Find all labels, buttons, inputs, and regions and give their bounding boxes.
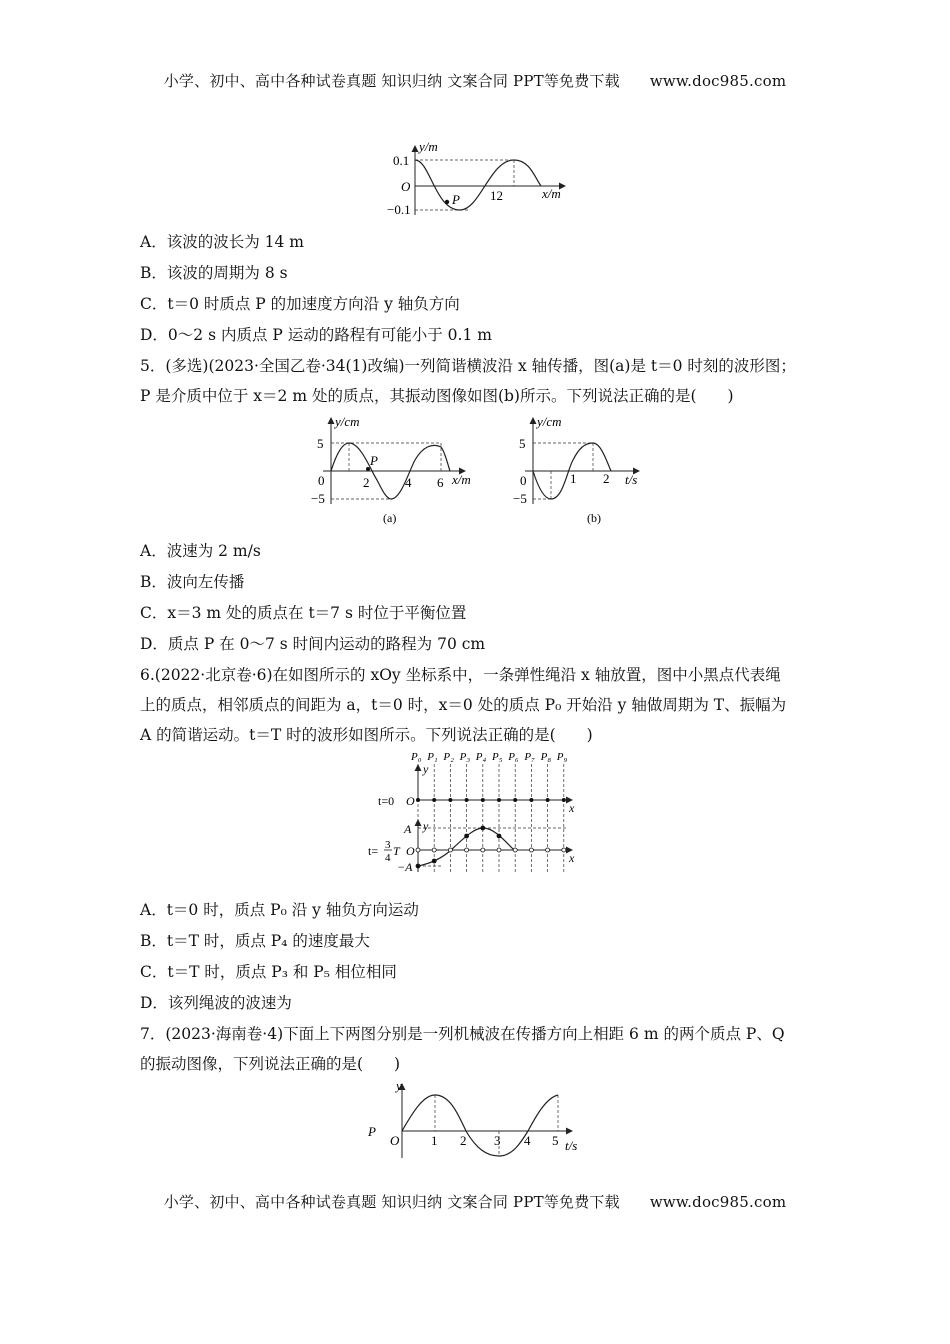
q4-point-p: P — [452, 192, 460, 207]
q6-row2-negamp: −A — [397, 860, 413, 874]
q6-row2-frac-den: 4 — [385, 852, 391, 864]
q5a-tick-0: 0 — [318, 473, 325, 488]
q4-option-c: C．t＝0 时质点 P 的加速度方向沿 y 轴负方向 — [140, 295, 460, 313]
footer-url: www.doc985.com — [649, 1193, 787, 1211]
q6-row2-particle — [465, 834, 469, 838]
q6-row2-frac-t: T — [393, 844, 400, 858]
q4-option-d: D．0～2 s 内质点 P 运动的路程有可能小于 0.1 m — [140, 326, 492, 344]
q6-point-label: P₅ — [492, 751, 503, 763]
page-header — [0, 70, 950, 91]
q6-row2-xlabel: x — [569, 851, 575, 865]
q5a-ylabel: y/cm — [335, 414, 360, 429]
q6-point-label: P₆ — [508, 751, 519, 763]
q7-xlabel: t/s — [565, 1138, 578, 1153]
q6-row2-particle — [562, 848, 566, 852]
q5-stem-line1: 5．(多选)(2023·全国乙卷·34(1)改编)一列简谐横波沿 x 轴传播，图(a)是 t＝0 时刻的波形图； — [140, 357, 796, 375]
q6-point-label: P₈ — [540, 751, 552, 763]
q6-row2-particle — [448, 848, 452, 852]
q6-row1-particle — [546, 798, 550, 802]
q5a-tick-6: 6 — [437, 475, 444, 490]
q6-row1-particle — [432, 798, 436, 802]
q6-stem-line1: 6.(2022·北京卷·6)在如图所示的 xOy 坐标系中，一条弹性绳沿 x 轴放置，图中小黑点代表绳 — [140, 666, 781, 684]
q6-row1-particle — [497, 798, 501, 802]
q7-tick-4: 4 — [524, 1133, 531, 1148]
q6-option-a: A．t＝0 时，质点 P₀ 沿 y 轴负方向运动 — [140, 901, 419, 919]
q6-row2-particle — [416, 864, 420, 868]
q7-stem-line1: 7．(2023·海南卷·4)下面上下两图分别是一列机械波在传播方向上相距 6 m 的两个质点 P、Q — [140, 1025, 785, 1043]
q7-vibration-figure — [362, 1078, 592, 1158]
q4-tick-origin: O — [401, 179, 411, 194]
q5a-caption: (a) — [383, 511, 397, 525]
q7-tick-5: 5 — [552, 1133, 559, 1148]
q4-tick-01: 0.1 — [393, 153, 410, 168]
q6-point-label: P₉ — [556, 751, 568, 763]
q4-tick-neg01: −0.1 — [387, 202, 411, 217]
q6-row2-frac-num: 3 — [385, 839, 391, 851]
q7-stem-line2: 的振动图像，下列说法正确的是( ) — [140, 1055, 401, 1073]
q6-row1-particle — [416, 798, 420, 802]
q7-tick-1: 1 — [431, 1133, 438, 1148]
q6-row2-particle — [481, 826, 485, 830]
q6-row2-equilibrium-marker — [432, 848, 436, 852]
q4-wave-figure — [385, 138, 585, 220]
q6-option-d: D．该列绳波的波速为 — [140, 994, 292, 1012]
q6-row2-particle — [546, 848, 550, 852]
q6-row2-equilibrium-marker — [416, 848, 420, 852]
q5a-tick-2: 2 — [363, 475, 370, 490]
q6-row1-particle — [481, 798, 485, 802]
q6-point-label: P₂ — [443, 751, 454, 763]
q6-row1-particle — [529, 798, 533, 802]
q6-row1-xlabel: x — [569, 801, 575, 815]
q5b-caption: (b) — [587, 511, 601, 525]
q6-row2-particle — [432, 859, 436, 863]
q5-stem-line2: P 是介质中位于 x＝2 m 处的质点，其振动图像如图(b)所示。下列说法正确的是( ) — [140, 387, 734, 405]
q6-rope-figure — [366, 750, 588, 880]
q6-point-label: P₃ — [459, 751, 471, 763]
q5a-point-p: P — [370, 453, 378, 468]
q5b-xlabel: t/s — [625, 472, 638, 487]
q4-ylabel: y/m — [419, 139, 438, 154]
q4-option-b: B．该波的周期为 8 s — [140, 264, 288, 282]
q6-row2-origin: O — [406, 844, 415, 858]
q6-row2-time: t= — [368, 844, 379, 858]
q6-row1-particle — [513, 798, 517, 802]
q6-row1-particle — [465, 798, 469, 802]
q5b-tick-1: 1 — [570, 471, 577, 486]
q6-row1-ylabel: y — [423, 762, 429, 776]
q5-option-b: B．波向左传播 — [140, 573, 245, 591]
q6-stem-line2: 上的质点，相邻质点的间距为 a，t＝0 时，x＝0 处的质点 P₀ 开始沿 y 轴做周期为 T、振幅为 — [140, 696, 787, 714]
q6-point-label: P₀ — [411, 751, 422, 763]
q6-row2-equilibrium-marker — [497, 848, 501, 852]
q7-tick-2: 2 — [460, 1133, 467, 1148]
q5a-tick-5: 5 — [317, 436, 324, 451]
q6-row2-particle — [529, 848, 533, 852]
q6-row1-origin: O — [406, 794, 415, 808]
q7-ylabel: y — [396, 1078, 402, 1093]
q5a-xlabel: x/m — [452, 472, 471, 487]
q5-option-d: D．质点 P 在 0～7 s 时间内运动的路程为 70 cm — [140, 635, 486, 653]
q5b-tick-neg5: −5 — [513, 491, 527, 506]
q6-row2-particle — [497, 834, 501, 838]
q6-row1-particle — [562, 798, 566, 802]
q5-figure-a — [305, 412, 485, 530]
q5a-tick-4: 4 — [405, 475, 412, 490]
q5-option-a: A．波速为 2 m/s — [140, 542, 261, 560]
footer-text: 小学、初中、高中各种试卷真题 知识归纳 文案合同 PPT等免费下载 — [163, 1193, 620, 1211]
q5b-tick-0: 0 — [520, 473, 527, 488]
q5b-ylabel: y/cm — [537, 414, 562, 429]
q6-row2-equilibrium-marker — [465, 848, 469, 852]
q5-option-c: C．x＝3 m 处的质点在 t＝7 s 时位于平衡位置 — [140, 604, 467, 622]
q7-tick-origin: O — [390, 1133, 400, 1148]
q6-point-label: P₄ — [475, 751, 487, 763]
q6-point-label: P₇ — [524, 751, 535, 763]
q5-figure-b — [507, 412, 657, 530]
q6-row2-ylabel: y — [423, 819, 429, 833]
page-footer — [0, 1191, 950, 1212]
q4-option-a: A．该波的波长为 14 m — [140, 233, 304, 251]
q6-point-label: P₁ — [427, 751, 438, 763]
q4-tick-12: 12 — [490, 188, 503, 203]
q6-row2-particle — [513, 848, 517, 852]
q5b-tick-2: 2 — [603, 471, 610, 486]
q5a-tick-neg5: −5 — [311, 491, 325, 506]
q6-row2-equilibrium-marker — [481, 848, 485, 852]
q6-row1-time: t=0 — [378, 794, 395, 808]
q7-tick-3: 3 — [494, 1133, 501, 1148]
q6-option-c: C．t＝T 时，质点 P₃ 和 P₅ 相位相同 — [140, 963, 397, 981]
header-url: www.doc985.com — [649, 72, 787, 90]
q5b-tick-5: 5 — [519, 436, 526, 451]
q6-option-b: B．t＝T 时，质点 P₄ 的速度最大 — [140, 932, 370, 950]
q4-xlabel: x/m — [542, 186, 561, 201]
q6-stem-line3: A 的简谐运动。t＝T 时的波形如图所示。下列说法正确的是( ) — [140, 726, 593, 744]
q6-row1-particle — [448, 798, 452, 802]
q6-row2-amp: A — [404, 822, 412, 836]
q7-side-label: P — [368, 1124, 376, 1139]
header-text: 小学、初中、高中各种试卷真题 知识归纳 文案合同 PPT等免费下载 — [163, 72, 620, 90]
